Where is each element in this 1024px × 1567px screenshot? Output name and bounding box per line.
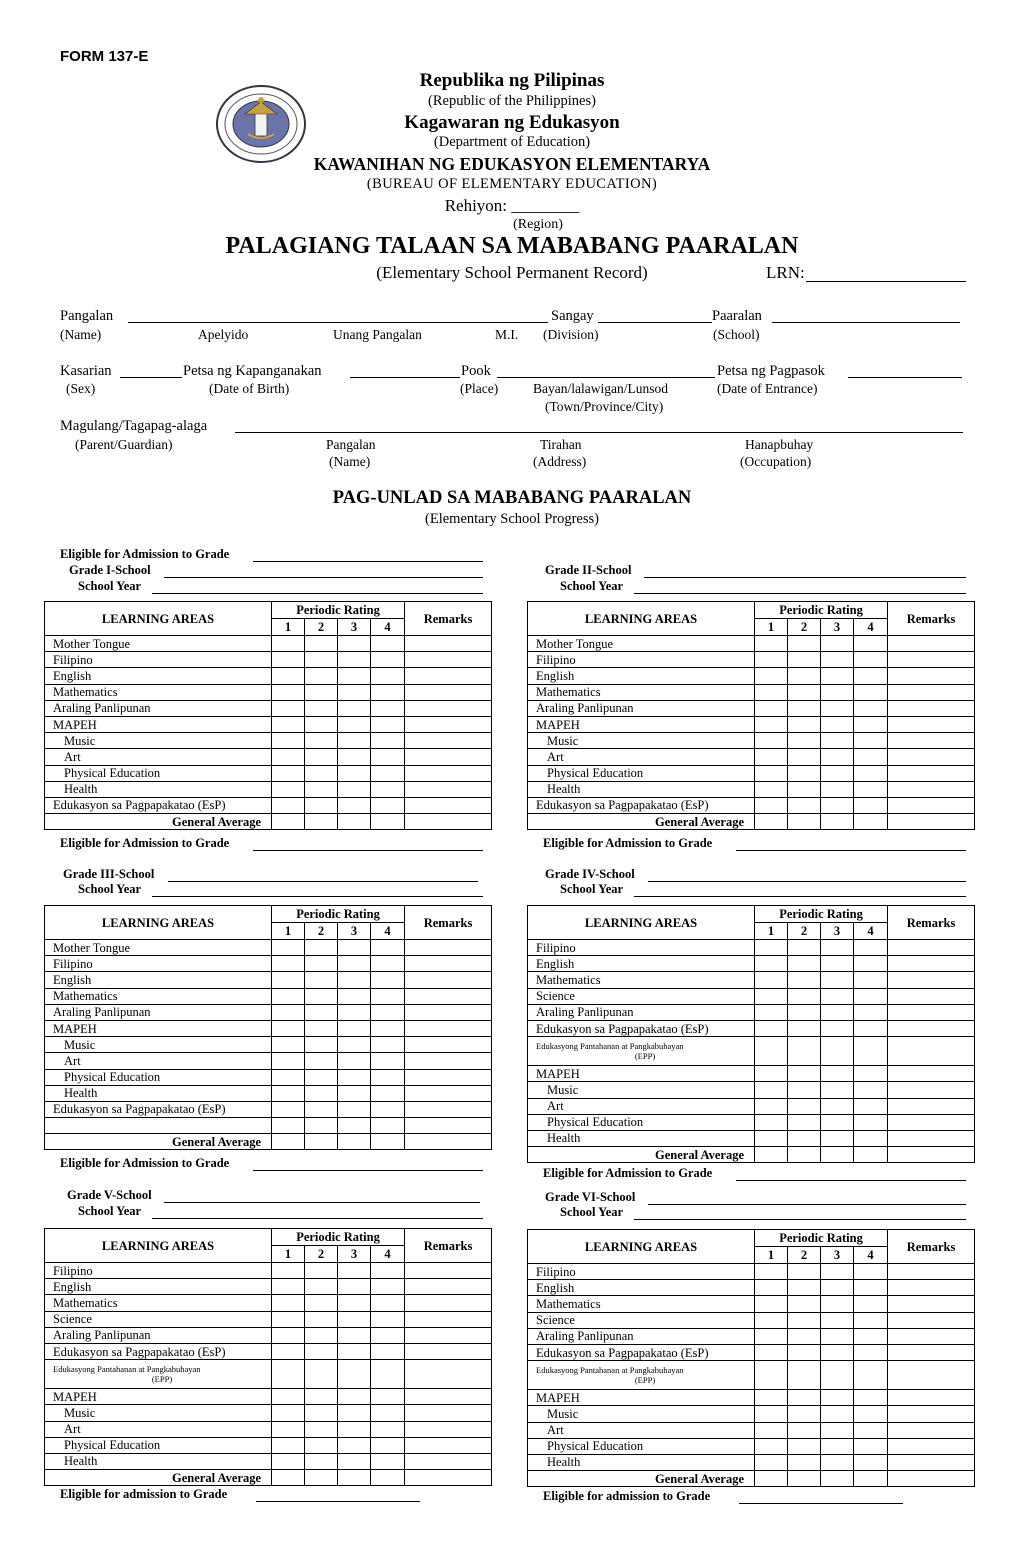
subject-english: English xyxy=(528,1280,755,1296)
table-row xyxy=(45,1405,492,1421)
entrance-en: (Date of Entrance) xyxy=(717,381,818,396)
quarter-2: 2 xyxy=(305,923,338,940)
table-row xyxy=(45,1295,492,1311)
header-republika: Republika ng Pilipinas xyxy=(419,70,605,91)
quarter-4: 4 xyxy=(854,923,888,940)
school-en: (School) xyxy=(713,327,760,342)
table-row xyxy=(45,668,492,684)
grade5-eligible-field[interactable] xyxy=(256,1501,420,1502)
grade5-school-field[interactable] xyxy=(164,1202,480,1203)
grade3-eligible-field[interactable] xyxy=(253,1170,483,1171)
table-row xyxy=(45,1004,492,1020)
subject-health: Health xyxy=(45,1085,272,1101)
subject-mother-tongue: Mother Tongue xyxy=(45,940,272,956)
grade3-sy-label: School Year xyxy=(78,882,142,896)
lrn-field[interactable] xyxy=(806,281,966,282)
table-row xyxy=(528,1082,975,1098)
subject-mathematics: Mathematics xyxy=(45,988,272,1004)
grade5-eligible-label: Eligible for admission to Grade xyxy=(60,1487,228,1501)
grade6-sy-label: School Year xyxy=(560,1205,624,1219)
subject-mapeh: MAPEH xyxy=(45,716,272,732)
table-row xyxy=(528,652,975,668)
periodic-rating-header: Periodic Rating xyxy=(272,602,405,619)
table-row xyxy=(45,797,492,813)
epp-abbrev: (EPP) xyxy=(634,1375,656,1386)
subject-health: Health xyxy=(528,781,755,797)
subject-mathematics: Mathematics xyxy=(528,684,755,700)
remarks-header: Remarks xyxy=(405,1229,492,1263)
table-row xyxy=(528,797,975,813)
table-row xyxy=(528,1344,975,1360)
sex-field[interactable] xyxy=(120,377,182,378)
quarter-1: 1 xyxy=(272,619,305,636)
table-row xyxy=(528,668,975,684)
table-row xyxy=(45,652,492,668)
quarter-3: 3 xyxy=(821,923,854,940)
subject-mapeh: MAPEH xyxy=(45,1389,272,1405)
table-row xyxy=(528,1004,975,1020)
subject-pe: Physical Education xyxy=(45,1069,272,1085)
page-subtitle: (Elementary School Permanent Record) xyxy=(376,263,648,282)
table-row xyxy=(45,1453,492,1469)
table-row xyxy=(45,1053,492,1069)
table-row xyxy=(528,636,975,652)
epp-abbrev: (EPP) xyxy=(151,1374,173,1385)
grade1-school-field[interactable] xyxy=(164,577,483,578)
name-field[interactable] xyxy=(128,322,548,323)
table-row xyxy=(528,1264,975,1280)
table-row xyxy=(528,1037,975,1066)
table-row xyxy=(528,1280,975,1296)
quarter-4: 4 xyxy=(371,923,405,940)
table-row xyxy=(528,814,975,830)
school-label: Paaralan xyxy=(712,308,762,324)
subject-esp: Edukasyon sa Pagpapakatao (EsP) xyxy=(45,1101,272,1117)
table-row xyxy=(528,956,975,972)
table-row xyxy=(45,940,492,956)
subject-english: English xyxy=(45,668,272,684)
table-row xyxy=(45,1470,492,1486)
subject-pe: Physical Education xyxy=(528,1438,755,1454)
subject-filipino: Filipino xyxy=(45,956,272,972)
table-row xyxy=(45,765,492,781)
table-row xyxy=(528,972,975,988)
subject-art: Art xyxy=(45,1053,272,1069)
quarter-3: 3 xyxy=(338,923,371,940)
quarter-1: 1 xyxy=(272,1246,305,1263)
table-row xyxy=(45,1437,492,1453)
remarks-header: Remarks xyxy=(888,1230,975,1264)
table-row xyxy=(528,1390,975,1406)
table-row xyxy=(45,1279,492,1295)
learning-areas-header: LEARNING AREAS xyxy=(528,906,755,940)
quarter-3: 3 xyxy=(338,619,371,636)
epp-label: Edukasyong Pantahanan at Pangkabuhayan xyxy=(536,1041,684,1052)
general-average-label: General Average xyxy=(45,1470,272,1486)
quarter-1: 1 xyxy=(755,923,788,940)
subject-art: Art xyxy=(45,1421,272,1437)
region-label: Rehiyon: ________ xyxy=(444,196,580,215)
subject-mapeh: MAPEH xyxy=(528,1066,755,1082)
grade6-table xyxy=(527,1229,975,1487)
subject-epp xyxy=(528,1037,755,1066)
place-label: Pook xyxy=(461,363,491,379)
table-row xyxy=(528,1328,975,1344)
table-row xyxy=(528,765,975,781)
periodic-rating-header: Periodic Rating xyxy=(755,602,888,619)
quarter-1: 1 xyxy=(755,1247,788,1264)
table-row xyxy=(528,1114,975,1130)
grade1-sy-label: School Year xyxy=(78,579,142,593)
grade1-eligible-field[interactable] xyxy=(253,561,483,562)
subject-health: Health xyxy=(528,1130,755,1146)
subject-mother-tongue: Mother Tongue xyxy=(45,636,272,652)
division-en: (Division) xyxy=(543,327,599,342)
subject-esp: Edukasyon sa Pagpapakatao (EsP) xyxy=(528,1344,755,1360)
table-row xyxy=(45,1263,492,1279)
subject-science: Science xyxy=(528,1312,755,1328)
subject-pe: Physical Education xyxy=(528,765,755,781)
subject-health: Health xyxy=(528,1454,755,1470)
region-sub: (Region) xyxy=(513,217,563,232)
town-caption: Bayan/lalawigan/Lunsod xyxy=(533,381,668,396)
grade2-school-field[interactable] xyxy=(644,577,966,578)
subject-mathematics: Mathematics xyxy=(528,1296,755,1312)
table-row xyxy=(528,716,975,732)
subject-music: Music xyxy=(45,1037,272,1053)
table-row xyxy=(45,1311,492,1327)
header-republic-en: (Republic of the Philippines) xyxy=(428,93,596,109)
grade3-school-field[interactable] xyxy=(168,881,478,882)
grade2-school-label: Grade II-School xyxy=(545,563,632,577)
table-row xyxy=(45,733,492,749)
general-average-label: General Average xyxy=(45,814,272,830)
general-average-label: General Average xyxy=(528,1471,755,1487)
header-kawanihan: KAWANIHAN NG EDUKASYON ELEMENTARYA xyxy=(313,154,711,174)
grade6-eligible-label: Eligible for admission to Grade xyxy=(543,1489,711,1503)
place-field[interactable] xyxy=(497,377,715,378)
general-average-label: General Average xyxy=(45,1134,272,1150)
subject-music: Music xyxy=(528,1082,755,1098)
table-row xyxy=(45,684,492,700)
quarter-4: 4 xyxy=(854,619,888,636)
dob-label: Petsa ng Kapanganakan xyxy=(183,363,322,379)
subject-filipino: Filipino xyxy=(528,940,755,956)
periodic-rating-header: Periodic Rating xyxy=(272,906,405,923)
table-row xyxy=(528,1020,975,1036)
table-row xyxy=(45,1069,492,1085)
town-en: (Town/Province/City) xyxy=(545,399,664,414)
table-row xyxy=(528,733,975,749)
grade4-sy-field[interactable] xyxy=(634,896,966,897)
quarter-3: 3 xyxy=(821,1247,854,1264)
learning-areas-header: LEARNING AREAS xyxy=(45,906,272,940)
subject-science: Science xyxy=(528,988,755,1004)
subject-music: Music xyxy=(45,733,272,749)
table-row xyxy=(528,749,975,765)
quarter-4: 4 xyxy=(371,1246,405,1263)
learning-areas-header: LEARNING AREAS xyxy=(45,602,272,636)
table-row xyxy=(528,1147,975,1163)
remarks-header: Remarks xyxy=(405,602,492,636)
place-en: (Place) xyxy=(460,381,499,396)
table-row xyxy=(45,1421,492,1437)
parent-name-caption: Pangalan xyxy=(326,437,376,452)
subject-art: Art xyxy=(528,1098,755,1114)
dob-en: (Date of Birth) xyxy=(209,381,290,396)
dob-field[interactable] xyxy=(350,377,460,378)
table-row xyxy=(45,1360,492,1389)
quarter-1: 1 xyxy=(755,619,788,636)
grade1-eligible-label: Eligible for Admission to Grade xyxy=(60,547,230,561)
subject-filipino: Filipino xyxy=(528,652,755,668)
quarter-4: 4 xyxy=(371,619,405,636)
grade6-school-label: Grade VI-School xyxy=(545,1190,636,1204)
parent-label: Magulang/Tagapag-alaga xyxy=(60,418,208,434)
parent-en: (Parent/Guardian) xyxy=(75,437,173,452)
subject-science: Science xyxy=(45,1311,272,1327)
grade1-table xyxy=(44,601,492,830)
quarter-4: 4 xyxy=(854,1247,888,1264)
form-id: FORM 137-E xyxy=(60,48,149,65)
table-row xyxy=(528,1361,975,1390)
table-row xyxy=(528,781,975,797)
progress-subtitle: (Elementary School Progress) xyxy=(425,511,599,527)
subject-esp: Edukasyon sa Pagpapakatao (EsP) xyxy=(45,1343,272,1359)
subject-araling-panlipunan: Araling Panlipunan xyxy=(45,1327,272,1343)
grade5-sy-label: School Year xyxy=(78,1204,142,1218)
quarter-3: 3 xyxy=(338,1246,371,1263)
quarter-2: 2 xyxy=(788,619,821,636)
sex-label: Kasarian xyxy=(60,363,112,379)
table-row xyxy=(45,700,492,716)
periodic-rating-header: Periodic Rating xyxy=(755,1230,888,1247)
table-row xyxy=(45,1389,492,1405)
division-label: Sangay xyxy=(551,308,594,324)
subject-filipino: Filipino xyxy=(45,652,272,668)
subject-mapeh: MAPEH xyxy=(528,1390,755,1406)
subject-pe: Physical Education xyxy=(45,1437,272,1453)
surname-caption: Apelyido xyxy=(198,327,249,342)
grade2-table xyxy=(527,601,975,830)
table-row xyxy=(528,1422,975,1438)
occupation-caption: Hanapbuhay xyxy=(745,437,814,452)
grade2-eligible-label: Eligible for Admission to Grade xyxy=(543,836,713,850)
subject-esp: Edukasyon sa Pagpapakatao (EsP) xyxy=(45,797,272,813)
grade1-eligible-after-label: Eligible for Admission to Grade xyxy=(60,836,230,850)
table-row xyxy=(45,1101,492,1117)
grade2-sy-field[interactable] xyxy=(634,593,966,594)
grade3-eligible-label: Eligible for Admission to Grade xyxy=(60,1156,230,1170)
subject-mother-tongue: Mother Tongue xyxy=(528,636,755,652)
subject-pe: Physical Education xyxy=(528,1114,755,1130)
subject-pe: Physical Education xyxy=(45,765,272,781)
grade1-sy-field[interactable] xyxy=(152,593,483,594)
grade6-school-field[interactable] xyxy=(648,1204,966,1205)
subject-mathematics: Mathematics xyxy=(45,1295,272,1311)
grade6-eligible-field[interactable] xyxy=(739,1503,903,1504)
subject-art: Art xyxy=(528,749,755,765)
quarter-2: 2 xyxy=(305,1246,338,1263)
grade5-sy-field[interactable] xyxy=(152,1218,483,1219)
subject-art: Art xyxy=(528,1422,755,1438)
deped-seal-icon xyxy=(215,84,307,164)
learning-areas-header: LEARNING AREAS xyxy=(45,1229,272,1263)
lrn-label: LRN: xyxy=(766,263,805,282)
subject-mapeh: MAPEH xyxy=(45,1020,272,1036)
grade4-table xyxy=(527,905,975,1163)
name-label: Pangalan xyxy=(60,308,114,324)
grade2-sy-label: School Year xyxy=(560,579,624,593)
table-row xyxy=(45,1118,492,1134)
general-average-label: General Average xyxy=(528,1147,755,1163)
table-row xyxy=(528,1296,975,1312)
header-bureau-en: (BUREAU OF ELEMENTARY EDUCATION) xyxy=(366,176,658,192)
table-row xyxy=(528,1312,975,1328)
subject-mapeh: MAPEH xyxy=(528,716,755,732)
page-title: PALAGIANG TALAAN SA MABABANG PAARALAN xyxy=(225,233,799,259)
table-row xyxy=(45,1020,492,1036)
address-en: (Address) xyxy=(533,454,587,469)
grade5-school-label: Grade V-School xyxy=(67,1188,152,1202)
subject-english: English xyxy=(45,972,272,988)
table-row xyxy=(45,1343,492,1359)
table-row xyxy=(45,716,492,732)
grade5-table xyxy=(44,1228,492,1486)
table-row xyxy=(528,988,975,1004)
header-department-en: (Department of Education) xyxy=(433,134,591,150)
subject-araling-panlipunan: Araling Panlipunan xyxy=(528,1328,755,1344)
entrance-label: Petsa ng Pagpasok xyxy=(717,363,825,379)
table-row xyxy=(528,1130,975,1146)
table-row xyxy=(45,988,492,1004)
table-row xyxy=(45,636,492,652)
division-field[interactable] xyxy=(598,322,712,323)
subject-araling-panlipunan: Araling Panlipunan xyxy=(528,700,755,716)
table-row xyxy=(528,940,975,956)
table-row xyxy=(45,814,492,830)
grade2-eligible-field[interactable] xyxy=(736,850,966,851)
quarter-2: 2 xyxy=(788,1247,821,1264)
blank-subject-row[interactable] xyxy=(45,1118,272,1134)
subject-english: English xyxy=(528,668,755,684)
table-row xyxy=(528,1438,975,1454)
table-row xyxy=(45,749,492,765)
grade4-sy-label: School Year xyxy=(560,882,624,896)
grade1-school-label: Grade I-School xyxy=(69,563,151,577)
remarks-header: Remarks xyxy=(888,906,975,940)
grade4-school-field[interactable] xyxy=(648,881,966,882)
occupation-en: (Occupation) xyxy=(740,454,812,469)
table-row xyxy=(45,1085,492,1101)
subject-filipino: Filipino xyxy=(45,1263,272,1279)
progress-title: PAG-UNLAD SA MABABANG PAARALAN xyxy=(332,488,692,508)
quarter-1: 1 xyxy=(272,923,305,940)
table-row xyxy=(45,1037,492,1053)
grade4-eligible-field[interactable] xyxy=(736,1180,966,1181)
table-row xyxy=(45,781,492,797)
subject-esp: Edukasyon sa Pagpapakatao (EsP) xyxy=(528,1020,755,1036)
table-row xyxy=(45,956,492,972)
subject-filipino: Filipino xyxy=(528,1264,755,1280)
grade4-school-label: Grade IV-School xyxy=(545,867,635,881)
address-caption: Tirahan xyxy=(540,437,582,452)
periodic-rating-header: Periodic Rating xyxy=(755,906,888,923)
table-row xyxy=(45,1134,492,1150)
subject-mathematics: Mathematics xyxy=(528,972,755,988)
table-row xyxy=(528,1454,975,1470)
subject-araling-panlipunan: Araling Panlipunan xyxy=(45,700,272,716)
subject-art: Art xyxy=(45,749,272,765)
parent-field[interactable] xyxy=(235,432,963,433)
quarter-3: 3 xyxy=(821,619,854,636)
sex-en: (Sex) xyxy=(66,381,96,396)
table-row xyxy=(528,1098,975,1114)
epp-abbrev: (EPP) xyxy=(634,1051,656,1062)
table-row xyxy=(45,972,492,988)
epp-label: Edukasyong Pantahanan at Pangkabuhayan xyxy=(536,1365,684,1376)
remarks-header: Remarks xyxy=(888,602,975,636)
subject-music: Music xyxy=(528,1406,755,1422)
subject-epp xyxy=(45,1360,272,1389)
subject-epp xyxy=(528,1361,755,1390)
learning-areas-header: LEARNING AREAS xyxy=(528,602,755,636)
subject-health: Health xyxy=(45,1453,272,1469)
subject-esp: Edukasyon sa Pagpapakatao (EsP) xyxy=(528,797,755,813)
grade3-table xyxy=(44,905,492,1150)
epp-label: Edukasyong Pantahanan at Pangkabuhayan xyxy=(53,1364,201,1375)
subject-english: English xyxy=(45,1279,272,1295)
subject-music: Music xyxy=(45,1405,272,1421)
subject-mathematics: Mathematics xyxy=(45,684,272,700)
entrance-field[interactable] xyxy=(848,377,962,378)
remarks-header: Remarks xyxy=(405,906,492,940)
grade3-sy-field[interactable] xyxy=(152,896,483,897)
school-field[interactable] xyxy=(772,322,960,323)
header-kagawaran: Kagawaran ng Edukasyon xyxy=(404,112,620,133)
learning-areas-header: LEARNING AREAS xyxy=(528,1230,755,1264)
mi-caption: M.I. xyxy=(495,327,519,342)
subject-health: Health xyxy=(45,781,272,797)
general-average-label: General Average xyxy=(528,814,755,830)
table-row xyxy=(528,1406,975,1422)
first-name-caption: Unang Pangalan xyxy=(333,327,422,342)
table-row xyxy=(528,1471,975,1487)
table-row xyxy=(45,1327,492,1343)
grade1-eligible-after-field[interactable] xyxy=(253,850,483,851)
subject-araling-panlipunan: Araling Panlipunan xyxy=(45,1004,272,1020)
table-row xyxy=(528,1066,975,1082)
grade4-eligible-label: Eligible for Admission to Grade xyxy=(543,1166,713,1180)
subject-araling-panlipunan: Araling Panlipunan xyxy=(528,1004,755,1020)
name-en: (Name) xyxy=(60,327,102,342)
parent-name-en: (Name) xyxy=(329,454,371,469)
grade6-sy-field[interactable] xyxy=(634,1219,966,1220)
subject-english: English xyxy=(528,956,755,972)
quarter-2: 2 xyxy=(788,923,821,940)
grade3-school-label: Grade III-School xyxy=(63,867,155,881)
table-row xyxy=(528,700,975,716)
quarter-2: 2 xyxy=(305,619,338,636)
table-row xyxy=(528,684,975,700)
subject-music: Music xyxy=(528,733,755,749)
periodic-rating-header: Periodic Rating xyxy=(272,1229,405,1246)
